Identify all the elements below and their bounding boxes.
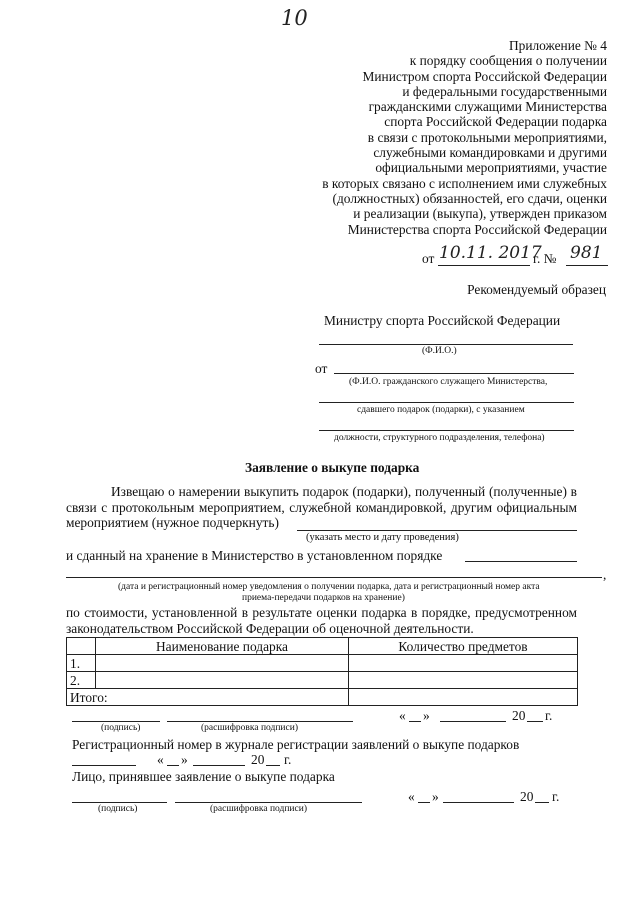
registration-line — [66, 577, 602, 578]
date-open: « — [399, 708, 406, 723]
from-line-2 — [319, 402, 574, 403]
body-line: и сданный на хранение в Министерство в установленном порядке — [66, 548, 443, 563]
gift-qty-cell[interactable] — [349, 655, 578, 672]
appendix-line: к порядку сообщения о получении — [409, 53, 607, 69]
date-close: » — [423, 708, 430, 723]
body-line: законодательством Российской Федерации об оценочной деятельности. — [66, 621, 474, 636]
table-row — [67, 672, 578, 689]
appendix-line: в связи с протокольными мероприятиями, — [367, 129, 607, 145]
place-label: (указать место и дату проведения) — [306, 532, 459, 543]
table-header: Количество предметов — [349, 638, 578, 655]
body-line: по стоимости, установленной в результате оценки подарка в порядке, предусмотренном — [66, 605, 577, 620]
table-header: Наименование подарка — [96, 638, 349, 655]
reg-label-2: приема-передачи подарков на хранение) — [242, 593, 405, 603]
decode-label: (расшифровка подписи) — [210, 804, 307, 814]
registration-number-line — [72, 765, 136, 766]
appendix-line: и реализации (выкупа), утвержден приказом — [353, 206, 607, 222]
appendix-line: Приложение № 4 — [508, 38, 607, 53]
from-line — [334, 373, 574, 374]
appendix-line: Министерства спорта Российской Федерации — [347, 221, 607, 237]
from-prefix: от — [315, 361, 328, 376]
sign-label: (подпись) — [101, 723, 141, 733]
order-line — [422, 243, 608, 268]
gifts-table — [66, 637, 578, 706]
order-mid: г. № — [533, 251, 557, 266]
appendix-line: и федеральными государственными — [402, 83, 607, 99]
year-prefix: 20 — [251, 752, 265, 767]
reg-label-1: (дата и регистрационный номер уведомления о получении подарка, дата и регистрационный номер акта — [118, 582, 540, 592]
appendix-line: (должностных) обязанностей, его сдачи, оценки — [332, 190, 607, 206]
document-title: Заявление о выкупе подарка — [245, 460, 420, 475]
gift-name-cell[interactable] — [96, 655, 349, 672]
registration-text: Регистрационный номер в журнале регистрации заявлений о выкупе подарков — [72, 737, 520, 752]
from-label-3: должности, структурного подразделения, телефона) — [334, 433, 545, 443]
body-line: связи с протокольным мероприятием, служебной командировкой, другим официальным — [66, 500, 577, 515]
place-line — [297, 530, 577, 531]
from-label-2: сдавшего подарок (подарки), с указанием — [357, 405, 525, 415]
date-close: » — [181, 752, 188, 767]
year-prefix: 20 — [512, 708, 526, 723]
appendix-block — [322, 38, 607, 237]
row-number: 1. — [67, 655, 96, 672]
appendix-line: спорта Российской Федерации подарка — [384, 114, 607, 130]
date-open: « — [408, 789, 415, 804]
receiver-text: Лицо, принявшее заявление о выкупе подарка — [72, 769, 335, 784]
order-prefix: от — [422, 251, 435, 266]
fio-line — [319, 344, 573, 345]
decode-line — [167, 721, 353, 722]
body-line: Извещаю о намерении выкупить подарок (подарки), полученный (полученные) в — [111, 484, 577, 499]
comma: , — [603, 567, 607, 582]
table-row — [67, 655, 578, 672]
sign-label: (подпись) — [98, 804, 138, 814]
storage-line — [465, 561, 577, 562]
page-number: 10 — [281, 6, 308, 30]
table-header-row — [67, 638, 578, 655]
signature-line — [72, 721, 160, 722]
sample-label: Рекомендуемый образец — [467, 282, 606, 297]
date-open: « — [157, 752, 164, 767]
order-date: 10.11. 2017 — [439, 243, 542, 263]
from-label-1: (Ф.И.О. гражданского служащего Министерства, — [349, 377, 548, 387]
fio-label: (Ф.И.О.) — [422, 346, 457, 356]
year-suffix: г. — [545, 708, 553, 723]
decode-label: (расшифровка подписи) — [201, 723, 298, 733]
appendix-line: официальными мероприятиями, участие — [375, 160, 607, 176]
total-qty-cell[interactable] — [349, 689, 578, 706]
order-number: 981 — [570, 243, 603, 263]
total-label: Итого: — [67, 689, 349, 706]
appendix-line: гражданскими служащими Министерства — [368, 99, 607, 115]
year-suffix: г. — [284, 752, 292, 767]
year-suffix: г. — [552, 789, 560, 804]
gift-name-cell[interactable] — [96, 672, 349, 689]
year-prefix: 20 — [520, 789, 534, 804]
table-cell — [67, 638, 96, 655]
addressee: Министру спорта Российской Федерации — [324, 313, 561, 328]
from-line-3 — [319, 430, 574, 431]
table-total-row — [67, 689, 578, 706]
row-number: 2. — [67, 672, 96, 689]
appendix-line: Министром спорта Российской Федерации — [362, 68, 607, 84]
date-close: » — [432, 789, 439, 804]
decode-line — [175, 802, 362, 803]
appendix-line: в которых связано с исполнением ими служебных — [322, 175, 607, 191]
body-line: мероприятием (нужное подчеркнуть) — [66, 515, 279, 530]
signature-line — [72, 802, 167, 803]
appendix-line: служебными командировками и другими — [373, 145, 607, 161]
gift-qty-cell[interactable] — [349, 672, 578, 689]
